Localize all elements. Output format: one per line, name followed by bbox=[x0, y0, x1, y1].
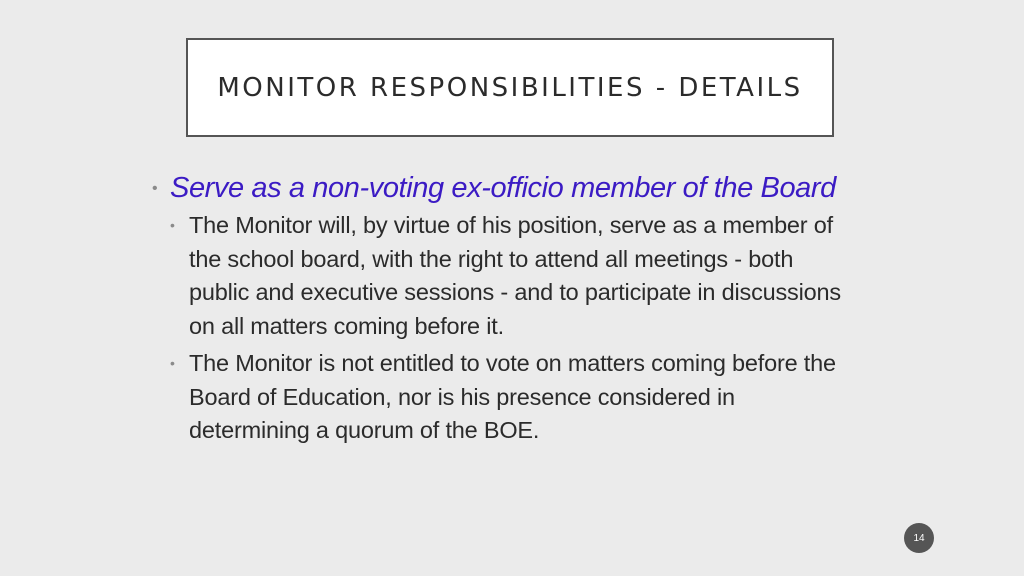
title-box bbox=[186, 38, 834, 137]
heading-bullet bbox=[152, 172, 872, 205]
heading-bullet-text: Serve as a non-voting ex-officio member of the Board bbox=[170, 172, 836, 204]
bullet-dot-icon: • bbox=[170, 355, 175, 371]
slide-content bbox=[152, 172, 872, 448]
slide-title: MONITOR RESPONSIBILITIES - DETAILS bbox=[217, 72, 803, 103]
bullet-dot-icon: • bbox=[170, 217, 175, 233]
sub-bullet bbox=[170, 347, 872, 448]
bullet-dot-icon: • bbox=[152, 180, 158, 197]
sub-bullet bbox=[170, 209, 872, 343]
page-number-badge bbox=[904, 523, 934, 553]
sub-bullet-text: The Monitor will, by virtue of his position, serve as a member of the school board, with the right to attend all meetings - both public and executive sessions - and to participate in discussions on all matters coming before it. bbox=[189, 212, 841, 339]
page-number: 14 bbox=[913, 532, 925, 544]
sub-bullet-text: The Monitor is not entitled to vote on matters coming before the Board of Education, nor is his presence considered in determining a quorum of the BOE. bbox=[189, 350, 836, 443]
